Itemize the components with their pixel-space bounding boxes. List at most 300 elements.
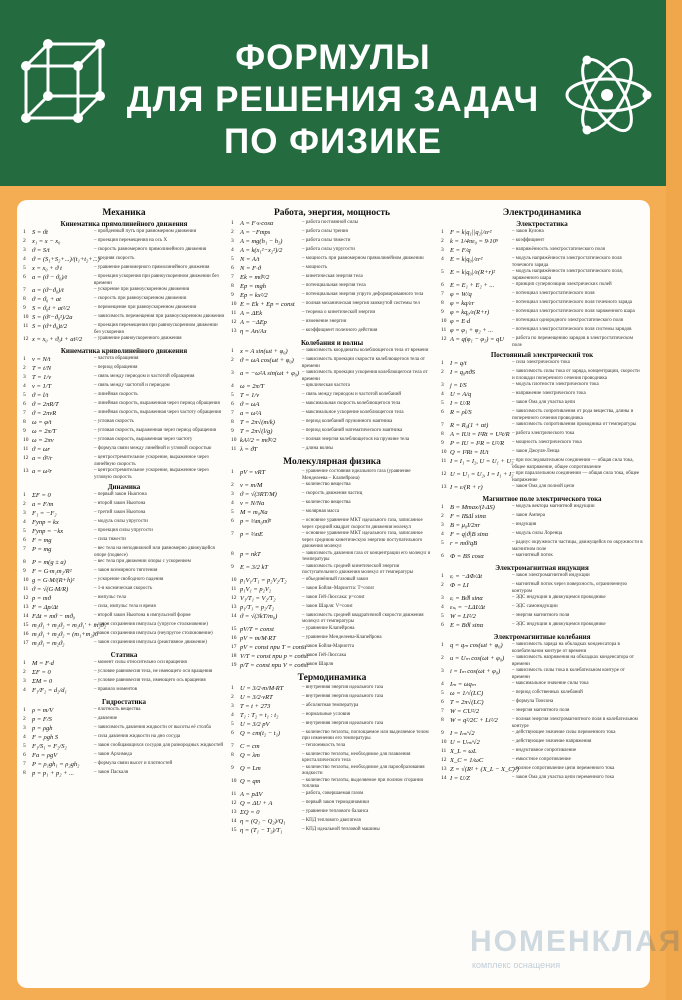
formula-number: 14 <box>231 612 237 619</box>
formula-description: – второй закон Ньютона в импульсной форме <box>94 613 191 618</box>
formula: ϑ = ωA <box>240 401 260 408</box>
formula-row <box>441 595 643 604</box>
formula-row <box>23 595 225 604</box>
formula-number: 4 <box>23 256 26 262</box>
poster-title-line-3: ПО ФИЗИКЕ <box>224 122 442 161</box>
formula-number: 9 <box>231 563 234 570</box>
formula-description: – период обращения <box>94 365 138 370</box>
formula-number: 7 <box>23 287 26 293</box>
formula-description: – зависимость давления жидкости от высоты её столба <box>94 725 211 730</box>
formula-number: 7 <box>231 410 234 416</box>
formula-panel <box>17 200 650 988</box>
formula-description: – закон Шарля <box>302 661 334 667</box>
formula-row <box>441 531 643 540</box>
formula: ϑ = ωr <box>32 446 50 453</box>
formula: R = ρl/S <box>450 409 472 416</box>
formula-description: – средняя скорость <box>94 256 135 261</box>
formula-row <box>441 690 643 699</box>
formula-description: – сила, импульс тела и время <box>94 604 156 609</box>
formula: a = −ω²A sin(ωt + φ₀) <box>240 370 300 377</box>
formula-description: – действующее значение силы переменного тока <box>512 730 616 735</box>
formula-description: – количество теплоты, необходимое для плавления кристаллического тела <box>302 751 411 763</box>
formula: E = k|q₀|/ε(R+r)² <box>450 269 496 276</box>
formula-description: – напряжённость электростатического поля <box>512 247 605 252</box>
formula: ν = N/t <box>32 356 51 363</box>
formula: S = (ϑ+ϑ₀)t/2 <box>32 323 68 330</box>
formula-description: – полная механическая энергия замкнутой системы тел <box>302 301 420 306</box>
formula-number: 14 <box>441 775 447 781</box>
formula-row <box>231 800 433 809</box>
formula-number: 3 <box>231 238 234 244</box>
formula-row <box>231 564 433 577</box>
formula-row <box>231 229 433 238</box>
formula-description: – закон Архимеда <box>94 752 132 757</box>
formula-number: 13 <box>23 604 29 610</box>
formula-number: 1 <box>23 660 26 666</box>
formula-description: – условие равновесия тела, не имеющего оси вращения <box>94 669 213 674</box>
formula-description: – радиус окружности частицы, движущейся по окружности в магнитном поле <box>512 540 643 552</box>
formula-row <box>231 809 433 818</box>
formula-row <box>231 419 433 428</box>
formula-row <box>231 531 433 551</box>
formula-row <box>231 238 433 247</box>
formula-row <box>23 613 225 622</box>
formula-row <box>231 662 433 671</box>
formula: ϑ = √(3RT/M) <box>240 491 277 498</box>
formula-number: 5 <box>441 540 444 546</box>
formula: W = LI²/2 <box>450 613 476 620</box>
formula-number: 5 <box>441 269 444 275</box>
formula-description: – зависимость перемещения при равноускоренном движении <box>94 314 225 319</box>
formula-row <box>231 292 433 301</box>
formula-number: 4 <box>231 383 234 389</box>
formula-description: – закон Джоуля-Ленца <box>512 449 560 454</box>
formula-description: – период собственных колебаний <box>512 690 583 695</box>
formula-description: – второй закон Ньютона <box>94 501 146 506</box>
formula-number: 7 <box>441 708 444 714</box>
formula-number: 15 <box>231 625 237 632</box>
formula: I = ε/(R + r) <box>450 484 483 491</box>
formula-row <box>441 613 643 622</box>
formula-description: – индуктивное сопротивление <box>512 748 577 753</box>
formula-number: 9 <box>231 428 234 434</box>
formula-row <box>441 513 643 522</box>
section-title: Термодинамика <box>297 672 367 683</box>
formula-row <box>441 730 643 739</box>
formula-description: – условие равновесия тела, имеющего ось вращения <box>94 678 206 683</box>
formula-description: – основное уравнение МКТ идеального газа, записанное через средний квадрат скорости движения молекул <box>302 518 423 530</box>
formula: ω = 2π/T <box>32 428 57 435</box>
formula-description: – скорость движения частиц <box>302 491 363 496</box>
formula-number: 1 <box>441 504 444 510</box>
formula-row <box>231 247 433 256</box>
formula-row <box>231 626 433 635</box>
formula-row <box>23 323 225 336</box>
formula-description: – зависимость напряжения на обкладках конденсатора от времени <box>512 655 634 667</box>
formula-row <box>441 238 643 247</box>
formula-description: – период колебаний математического маятника <box>302 428 403 433</box>
formula: ϑ = l/t <box>32 392 49 399</box>
formula-row <box>23 356 225 365</box>
formula-number: 11 <box>23 323 29 329</box>
subsection-title: Электромагнитная индукция <box>495 564 589 572</box>
formula-number: 3 <box>23 374 26 380</box>
formula: F₁ = −F₂ <box>32 510 57 517</box>
formula: E = k|q₀|/εr² <box>450 256 483 263</box>
formula-row <box>23 336 225 345</box>
section-title: Работа, энергия, мощность <box>273 208 391 218</box>
formula: Fупр = kx <box>32 519 59 526</box>
formula-number: 8 <box>441 717 444 723</box>
formula: pV = const при T = const <box>240 643 307 651</box>
formula: x = x₀ + ϑ t <box>32 265 62 272</box>
formula-description: – проекция перемещения на ось X <box>94 238 168 243</box>
formula-description: – внутренняя энергия идеального газа <box>302 720 384 726</box>
formula-description: – сила тяжести <box>94 537 126 542</box>
formula: U = 3/2·νRT <box>240 693 273 701</box>
formula: B = μ₀I/2πr <box>450 522 481 529</box>
formula: p = ρgh <box>32 725 53 732</box>
formula-number: 2 <box>441 238 444 244</box>
formula: p/T = const при V = const <box>240 661 309 669</box>
formula-row <box>23 265 225 274</box>
formula-number: 10 <box>231 777 237 784</box>
formula-number: 9 <box>231 764 234 771</box>
formula-description: – модуль силы упругости <box>94 519 148 524</box>
formula-number: 6 <box>231 518 234 524</box>
formula-number: 14 <box>23 613 29 619</box>
formula-description: – при последовательном соединении — общая сила тока, общее напряжение, общее сопротивление <box>512 458 634 470</box>
formula: a = ω²r <box>32 468 52 475</box>
formula-row <box>231 577 433 586</box>
watermark-text: НОМЕНКЛАЯ <box>470 925 682 958</box>
formula: R = R₀(1 + αt) <box>450 422 489 429</box>
formula-number: 8 <box>231 419 234 425</box>
formula-number: 10 <box>231 301 237 307</box>
formula-row <box>23 716 225 725</box>
formula-description: – максимальная скорость колеблющегося тела <box>302 401 401 406</box>
formula: F₁/F₂ = d₂/d₁ <box>32 687 67 694</box>
formula: ϑ = ϑ₀ + at <box>32 296 61 303</box>
formula-number: 6 <box>441 699 444 705</box>
formula: ϑ = √(G·M/R) <box>32 586 69 593</box>
formula-row <box>441 431 643 440</box>
formula-row <box>23 604 225 613</box>
formula-description: – линейная скорость, выраженная через период обращения <box>94 401 220 406</box>
formula: E = 3/2 kT <box>240 563 269 571</box>
formula-number: 11 <box>231 310 237 316</box>
formula-number: 3 <box>23 678 26 684</box>
formula-description: – индукция <box>512 522 537 527</box>
formula-description: – мощность <box>302 265 328 270</box>
formula: T₁ : T₂ = t₁ : t₂ <box>240 711 279 719</box>
formula: p₁V₁/T₁ = p₂V₂/T₂ <box>240 576 287 584</box>
formula-row <box>231 518 433 531</box>
formula-row <box>23 761 225 770</box>
formula: X_L = ωL <box>450 748 477 755</box>
formula-description: – напряжение электрического тока <box>512 391 586 396</box>
subsection-title: Динамика <box>107 483 141 491</box>
formula: a = ω²A <box>240 410 262 417</box>
formula: ΣM = 0 <box>32 678 53 685</box>
formula-row <box>441 369 643 382</box>
formula-number: 12 <box>23 336 29 342</box>
formula: ϑ = 2πR/T <box>32 401 59 408</box>
formula-description: – угловая скорость, выраженная через период обращения <box>94 428 216 433</box>
formula-description: – зависимость сопротивления проводника от температуры <box>512 422 637 427</box>
formula-row <box>441 775 643 784</box>
formula-description: – мощность при равномерном прямолинейном движении <box>302 256 424 261</box>
formula: F₁/S₁ = F₂/S₂ <box>32 743 67 750</box>
formula-number: 1 <box>231 684 234 691</box>
formula-number: 10 <box>23 437 29 443</box>
formula-row <box>23 510 225 519</box>
formula-description: – правило моментов <box>94 687 138 692</box>
formula: P = m(g ± a) <box>32 559 66 566</box>
formula-row <box>441 291 643 300</box>
formula-number: 2 <box>231 229 234 235</box>
formula-description: – потенциал электростатического поля точечного заряда <box>512 300 633 305</box>
formula-number: 10 <box>23 577 29 583</box>
formula-row <box>231 635 433 644</box>
formula-row <box>23 256 225 265</box>
formula-description: – максимальное значение силы тока <box>512 681 589 686</box>
formula-number: 12 <box>441 336 447 342</box>
formula-number: 6 <box>23 401 26 407</box>
formula-number: 12 <box>231 319 237 325</box>
formula: U = 3/2·m/M·RT <box>240 684 284 692</box>
formula-description: – изменение энергии <box>302 319 347 324</box>
formula-number: 2 <box>441 582 444 588</box>
formula: ω = φ/t <box>32 419 52 426</box>
formula-description: – сила электрического тока <box>512 360 570 365</box>
formula-row <box>231 220 433 229</box>
formula-row <box>441 573 643 582</box>
formula: S = ϑt <box>32 229 48 236</box>
formula-number: 12 <box>23 455 29 461</box>
subsection-title: Электромагнитные колебания <box>493 633 591 641</box>
formula-description: – проекция силы упругости <box>94 528 153 533</box>
formula: P = IU = I²R = U²/R <box>450 440 505 447</box>
formula: F = G·m₁m₂/R² <box>32 568 72 575</box>
formula-number: 13 <box>23 468 29 474</box>
formula-number: 2 <box>23 669 26 675</box>
formula: p = ⅔nE <box>240 531 263 538</box>
formula-row <box>23 631 225 640</box>
formula-number: 4 <box>441 256 444 262</box>
formula-row <box>23 734 225 743</box>
formula: U = A/q <box>450 391 472 398</box>
formula-number: 15 <box>23 622 29 628</box>
formula-number: 6 <box>441 409 444 415</box>
formula: I = U/R <box>450 400 471 407</box>
formula-number: 11 <box>23 586 29 592</box>
formula-number: 3 <box>231 491 234 497</box>
formula-number: 1 <box>23 229 26 235</box>
formula: p = nkT <box>240 550 261 558</box>
formula-number: 4 <box>441 681 444 687</box>
formula-number: 4 <box>23 519 26 525</box>
formula: η = (Q₁ − Q₂)/Q₁ <box>240 817 286 825</box>
formula: φ = E·d <box>450 318 471 325</box>
formula-description: – максимальное ускорение колеблющегося тела <box>302 410 404 415</box>
formula-row <box>441 739 643 748</box>
formula: A = pΔV <box>240 790 263 798</box>
formula-number: 4 <box>23 383 26 389</box>
formula-description: – закон сохранения импульса (неупругое столкновение) <box>94 631 213 636</box>
formula-row <box>231 469 433 482</box>
formula: A = −Fтрs <box>240 229 271 236</box>
subsection-title: Постоянный электрический ток <box>490 351 594 359</box>
formula: ν = N/Na <box>240 500 265 507</box>
formula: F = ρgh S <box>32 734 59 741</box>
formula-row <box>231 712 433 721</box>
formula-row <box>441 229 643 238</box>
formula-row <box>23 577 225 586</box>
formula-description: – закон Шарля: V=const <box>302 603 353 609</box>
formula-row <box>441 717 643 730</box>
formula: p₁/T₁ = p₂/T₂ <box>240 603 275 611</box>
formula-description: – нормальные условия <box>302 711 351 717</box>
formula: P = mg <box>32 546 52 553</box>
formula: εᵢ = Bϑl sinα <box>450 595 483 602</box>
formula-description: – магнитный поток <box>512 553 553 558</box>
formula-number: 17 <box>231 643 237 650</box>
formula-description: – формула связи между линейной и угловой скоростью <box>94 446 212 451</box>
formula-row <box>23 455 225 468</box>
poster-title-line-2: ДЛЯ РЕШЕНИЯ ЗАДАЧ <box>126 80 540 119</box>
formula-description: – количество теплоты, выделяемое при полном сгорании топлива <box>302 777 424 789</box>
formula: T = t/N <box>32 365 52 372</box>
formula-row <box>441 553 643 562</box>
formula-description: – действующее значение напряжения <box>512 739 592 744</box>
formula-description: – ускорение при равноускоренном движении <box>94 287 190 292</box>
formula-row <box>231 730 433 743</box>
formula-number: 11 <box>441 458 447 464</box>
formula-number: 7 <box>441 291 444 297</box>
formula: Ep = kx²/2 <box>240 292 268 299</box>
formula-row <box>441 391 643 400</box>
formula-row <box>231 500 433 509</box>
formula-description: – центростремительное ускорение, выраженное через угловую скорость <box>94 468 209 480</box>
formula: Q = qm <box>240 777 261 785</box>
section-title: Механика <box>102 208 146 218</box>
formula-description: – потенциал электростатического поля заряженного шара <box>512 309 635 314</box>
formula: x = A sin(ωt + φ₀) <box>240 348 288 355</box>
formula: ρ = m/V <box>32 707 54 714</box>
formula-row <box>441 382 643 391</box>
formula-row <box>441 655 643 668</box>
formula-number: 1 <box>23 707 26 713</box>
formula: ω = 2πν <box>32 437 54 444</box>
formula-row <box>231 428 433 437</box>
formula-description: – пройденный путь при равномерном движении <box>94 229 197 234</box>
formula-description: – закон всемирного тяготения <box>94 568 158 573</box>
formula-description: – работа силы упругости <box>302 247 355 252</box>
formula-row <box>441 409 643 422</box>
formula-number: 4 <box>441 391 444 397</box>
formula-row <box>231 401 433 410</box>
formula-description: – закон сохранения импульса (реактивное движение) <box>94 640 207 645</box>
formula-description: – ЭДС самоиндукции <box>512 604 558 609</box>
formula-number: 7 <box>231 274 234 280</box>
formula-number: 5 <box>441 690 444 696</box>
formula-description: – мощность электрического тока <box>512 440 582 445</box>
formula: p₁V₁ = p₂V₂ <box>240 585 272 593</box>
formula-number: 13 <box>231 808 237 815</box>
formula: ν = 1/T <box>32 383 52 390</box>
formula: T = 2π√(LC) <box>450 699 484 706</box>
subsection-title: Электростатика <box>516 220 568 228</box>
formula-number: 6 <box>231 729 234 736</box>
formula-row <box>23 528 225 537</box>
formula-description: – линейная скорость <box>94 392 138 397</box>
formula: F = q|ϑ|B sinα <box>450 531 489 538</box>
formula-number: 7 <box>441 422 444 428</box>
formula-row <box>231 491 433 500</box>
formula-row <box>231 437 433 446</box>
formula-number: 11 <box>231 585 237 592</box>
formula-number: 7 <box>231 531 234 537</box>
formula-number: 13 <box>441 484 447 490</box>
formula-number: 1 <box>441 229 444 235</box>
formula-number: 3 <box>441 382 444 388</box>
formula: W = CU²/2 <box>450 708 480 715</box>
formula-number: 8 <box>23 419 26 425</box>
formula-description: – емкостное сопротивление <box>512 757 571 762</box>
formula-row <box>23 437 225 446</box>
formula-description: – потенциал однородного электростатического поля <box>512 318 623 323</box>
formula-row <box>231 703 433 712</box>
formula: B = Mmax/(I·ΔS) <box>450 504 495 511</box>
formula-description: – работа по перемещению зарядов в электростатическом поле <box>512 336 633 348</box>
formula: p = mϑ <box>32 595 51 602</box>
formula-row <box>441 309 643 318</box>
formula-number: 5 <box>23 743 26 749</box>
formula-row <box>231 370 433 383</box>
formula-description: – зависимость силы тока в колебательном контуре от времени <box>512 668 625 680</box>
subsection-title: Гидростатика <box>101 698 146 706</box>
formula-row <box>231 743 433 752</box>
formula-row <box>231 778 433 791</box>
formula-number: 12 <box>231 799 237 806</box>
formula-description: – зависимость сопротивления от рода вещества, длины и поперечного сечения проводника <box>512 409 634 421</box>
formula-number: 17 <box>23 640 29 646</box>
formula: F = k|q₁||q₂|/εr² <box>450 229 492 236</box>
formula: U = 3/2 pV <box>240 720 270 728</box>
formula-row <box>231 765 433 778</box>
formula-description: – третий закон Ньютона <box>94 510 146 515</box>
formula-number: 11 <box>231 446 237 452</box>
formula-description: – скорость равномерного прямолинейного движения <box>94 247 207 252</box>
formula: A = k(x₁²−x₂²)/2 <box>240 247 283 254</box>
formula-number: 9 <box>23 428 26 434</box>
formula: V₁/T₁ = V₂/T₂ <box>240 594 276 602</box>
formula-row <box>441 400 643 409</box>
formula: m₁ϑ₁ + m₂ϑ₂ = (m₁+m₂)ϑ <box>32 631 98 638</box>
formula-row <box>231 446 433 455</box>
formula-description: – полная энергия колеблющегося на пружине тела <box>302 437 410 442</box>
formula: εₛᵢ = −LΔI/Δt <box>450 604 486 611</box>
formula-number: 5 <box>231 720 234 727</box>
formula-number: 8 <box>441 300 444 306</box>
formula-row <box>441 522 643 531</box>
formula-row <box>441 708 643 717</box>
formula-number: 4 <box>23 734 26 740</box>
formula-number: 2 <box>23 501 26 507</box>
formula-number: 6 <box>231 401 234 407</box>
formula-number: 2 <box>441 513 444 519</box>
